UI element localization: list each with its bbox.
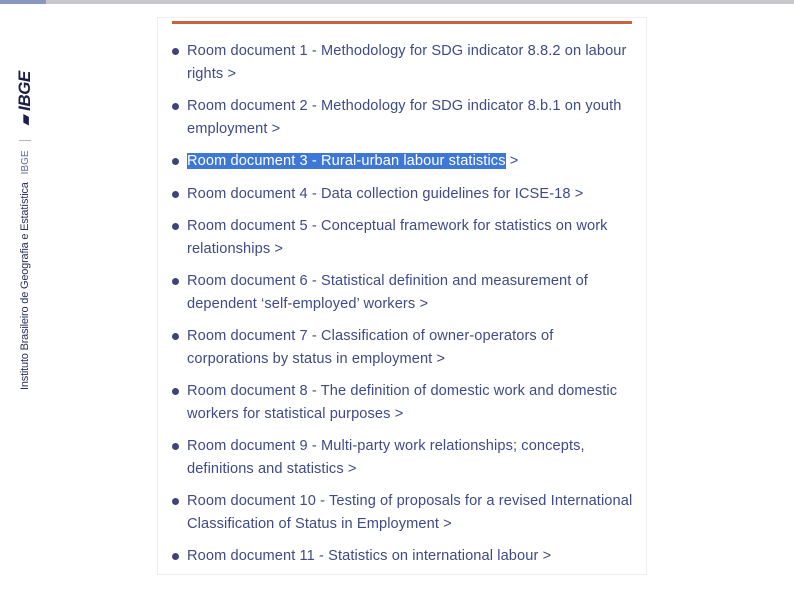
chevron-right-icon: > bbox=[274, 240, 284, 257]
institute-name: Instituto Brasileiro de Geografia e Estatística bbox=[19, 182, 31, 390]
list-item bbox=[158, 380, 646, 425]
room-document-label: Room document 11 - Statistics on international labour bbox=[187, 548, 539, 564]
list-item bbox=[158, 545, 646, 568]
room-document-label: Room document 2 - Methodology for SDG indicator 8.b.1 on youth employment bbox=[187, 98, 622, 137]
chevron-right-icon: > bbox=[394, 405, 404, 422]
chevron-right-icon: > bbox=[574, 185, 584, 202]
bullet-icon bbox=[172, 553, 179, 560]
list-item bbox=[158, 435, 646, 480]
bullet-icon bbox=[172, 103, 179, 110]
room-document-link[interactable] bbox=[187, 438, 585, 477]
chevron-right-icon: > bbox=[227, 65, 237, 82]
chevron-right-icon: > bbox=[509, 153, 519, 169]
room-document-label: Room document 9 - Multi-party work relationships; concepts, definitions and statistics bbox=[187, 438, 585, 477]
bullet-icon bbox=[172, 443, 179, 450]
room-document-label: Room document 6 - Statistical definition and measurement of dependent ‘self-employed’ workers bbox=[187, 273, 588, 312]
room-document-label: Room document 10 - Testing of proposals for a revised International Classification of Status in Employment bbox=[187, 493, 633, 532]
top-bar bbox=[0, 0, 794, 4]
room-document-link[interactable] bbox=[187, 383, 617, 422]
bullet-icon bbox=[172, 48, 179, 55]
chevron-right-icon: > bbox=[443, 515, 452, 532]
ibge-logo-icon: ▰ bbox=[17, 113, 34, 126]
room-document-label: Room document 7 - Classification of owner-operators of corporations by status in employment bbox=[187, 328, 554, 367]
list-item bbox=[158, 183, 646, 206]
room-document-link[interactable] bbox=[187, 153, 518, 169]
bullet-icon bbox=[172, 191, 179, 198]
bullet-icon bbox=[172, 223, 179, 230]
bullet-icon bbox=[172, 388, 179, 395]
room-document-label: Room document 8 - The definition of domestic work and domestic workers for statistical purposes bbox=[187, 383, 618, 422]
room-document-list bbox=[158, 40, 646, 574]
bullet-icon bbox=[172, 498, 179, 505]
room-document-link[interactable] bbox=[187, 273, 588, 312]
ibge-logo bbox=[15, 71, 35, 125]
room-document-link[interactable] bbox=[187, 186, 583, 202]
list-item bbox=[158, 215, 646, 260]
room-document-label: Room document 3 - Rural-urban labour statistics bbox=[187, 153, 506, 169]
bullet-icon bbox=[172, 278, 179, 285]
document-top-rule bbox=[172, 21, 632, 24]
chevron-right-icon: > bbox=[419, 295, 429, 312]
short-name: IBGE bbox=[19, 150, 31, 175]
document-panel bbox=[158, 18, 646, 574]
chevron-right-icon: > bbox=[347, 460, 357, 477]
bullet-icon bbox=[172, 333, 179, 340]
ibge-logo-text: IBGE bbox=[15, 71, 34, 111]
room-document-link[interactable] bbox=[187, 98, 622, 137]
room-document-label: Room document 1 - Methodology for SDG indicator 8.8.2 on labour rights bbox=[187, 43, 627, 82]
room-document-label: Room document 5 - Conceptual framework for statistics on work relationships bbox=[187, 218, 608, 257]
room-document-link[interactable] bbox=[187, 218, 608, 257]
chevron-right-icon: > bbox=[542, 548, 552, 564]
room-document-link[interactable] bbox=[187, 43, 626, 82]
side-brand-text bbox=[14, 30, 36, 390]
chevron-right-icon: > bbox=[271, 120, 281, 137]
top-bar-accent bbox=[0, 0, 46, 4]
chevron-right-icon: > bbox=[436, 350, 446, 367]
list-item bbox=[158, 325, 646, 370]
room-document-label: Room document 4 - Data collection guidelines for ICSE-18 bbox=[187, 185, 571, 202]
room-document-link[interactable] bbox=[187, 493, 632, 532]
list-item bbox=[158, 270, 646, 315]
room-document-link[interactable] bbox=[187, 328, 553, 367]
side-brand bbox=[14, 30, 36, 390]
list-item bbox=[158, 40, 646, 85]
divider bbox=[19, 140, 31, 141]
list-item bbox=[158, 490, 646, 535]
bullet-icon bbox=[172, 158, 179, 165]
room-document-link[interactable] bbox=[187, 548, 551, 564]
list-item bbox=[158, 150, 646, 173]
list-item bbox=[158, 95, 646, 140]
